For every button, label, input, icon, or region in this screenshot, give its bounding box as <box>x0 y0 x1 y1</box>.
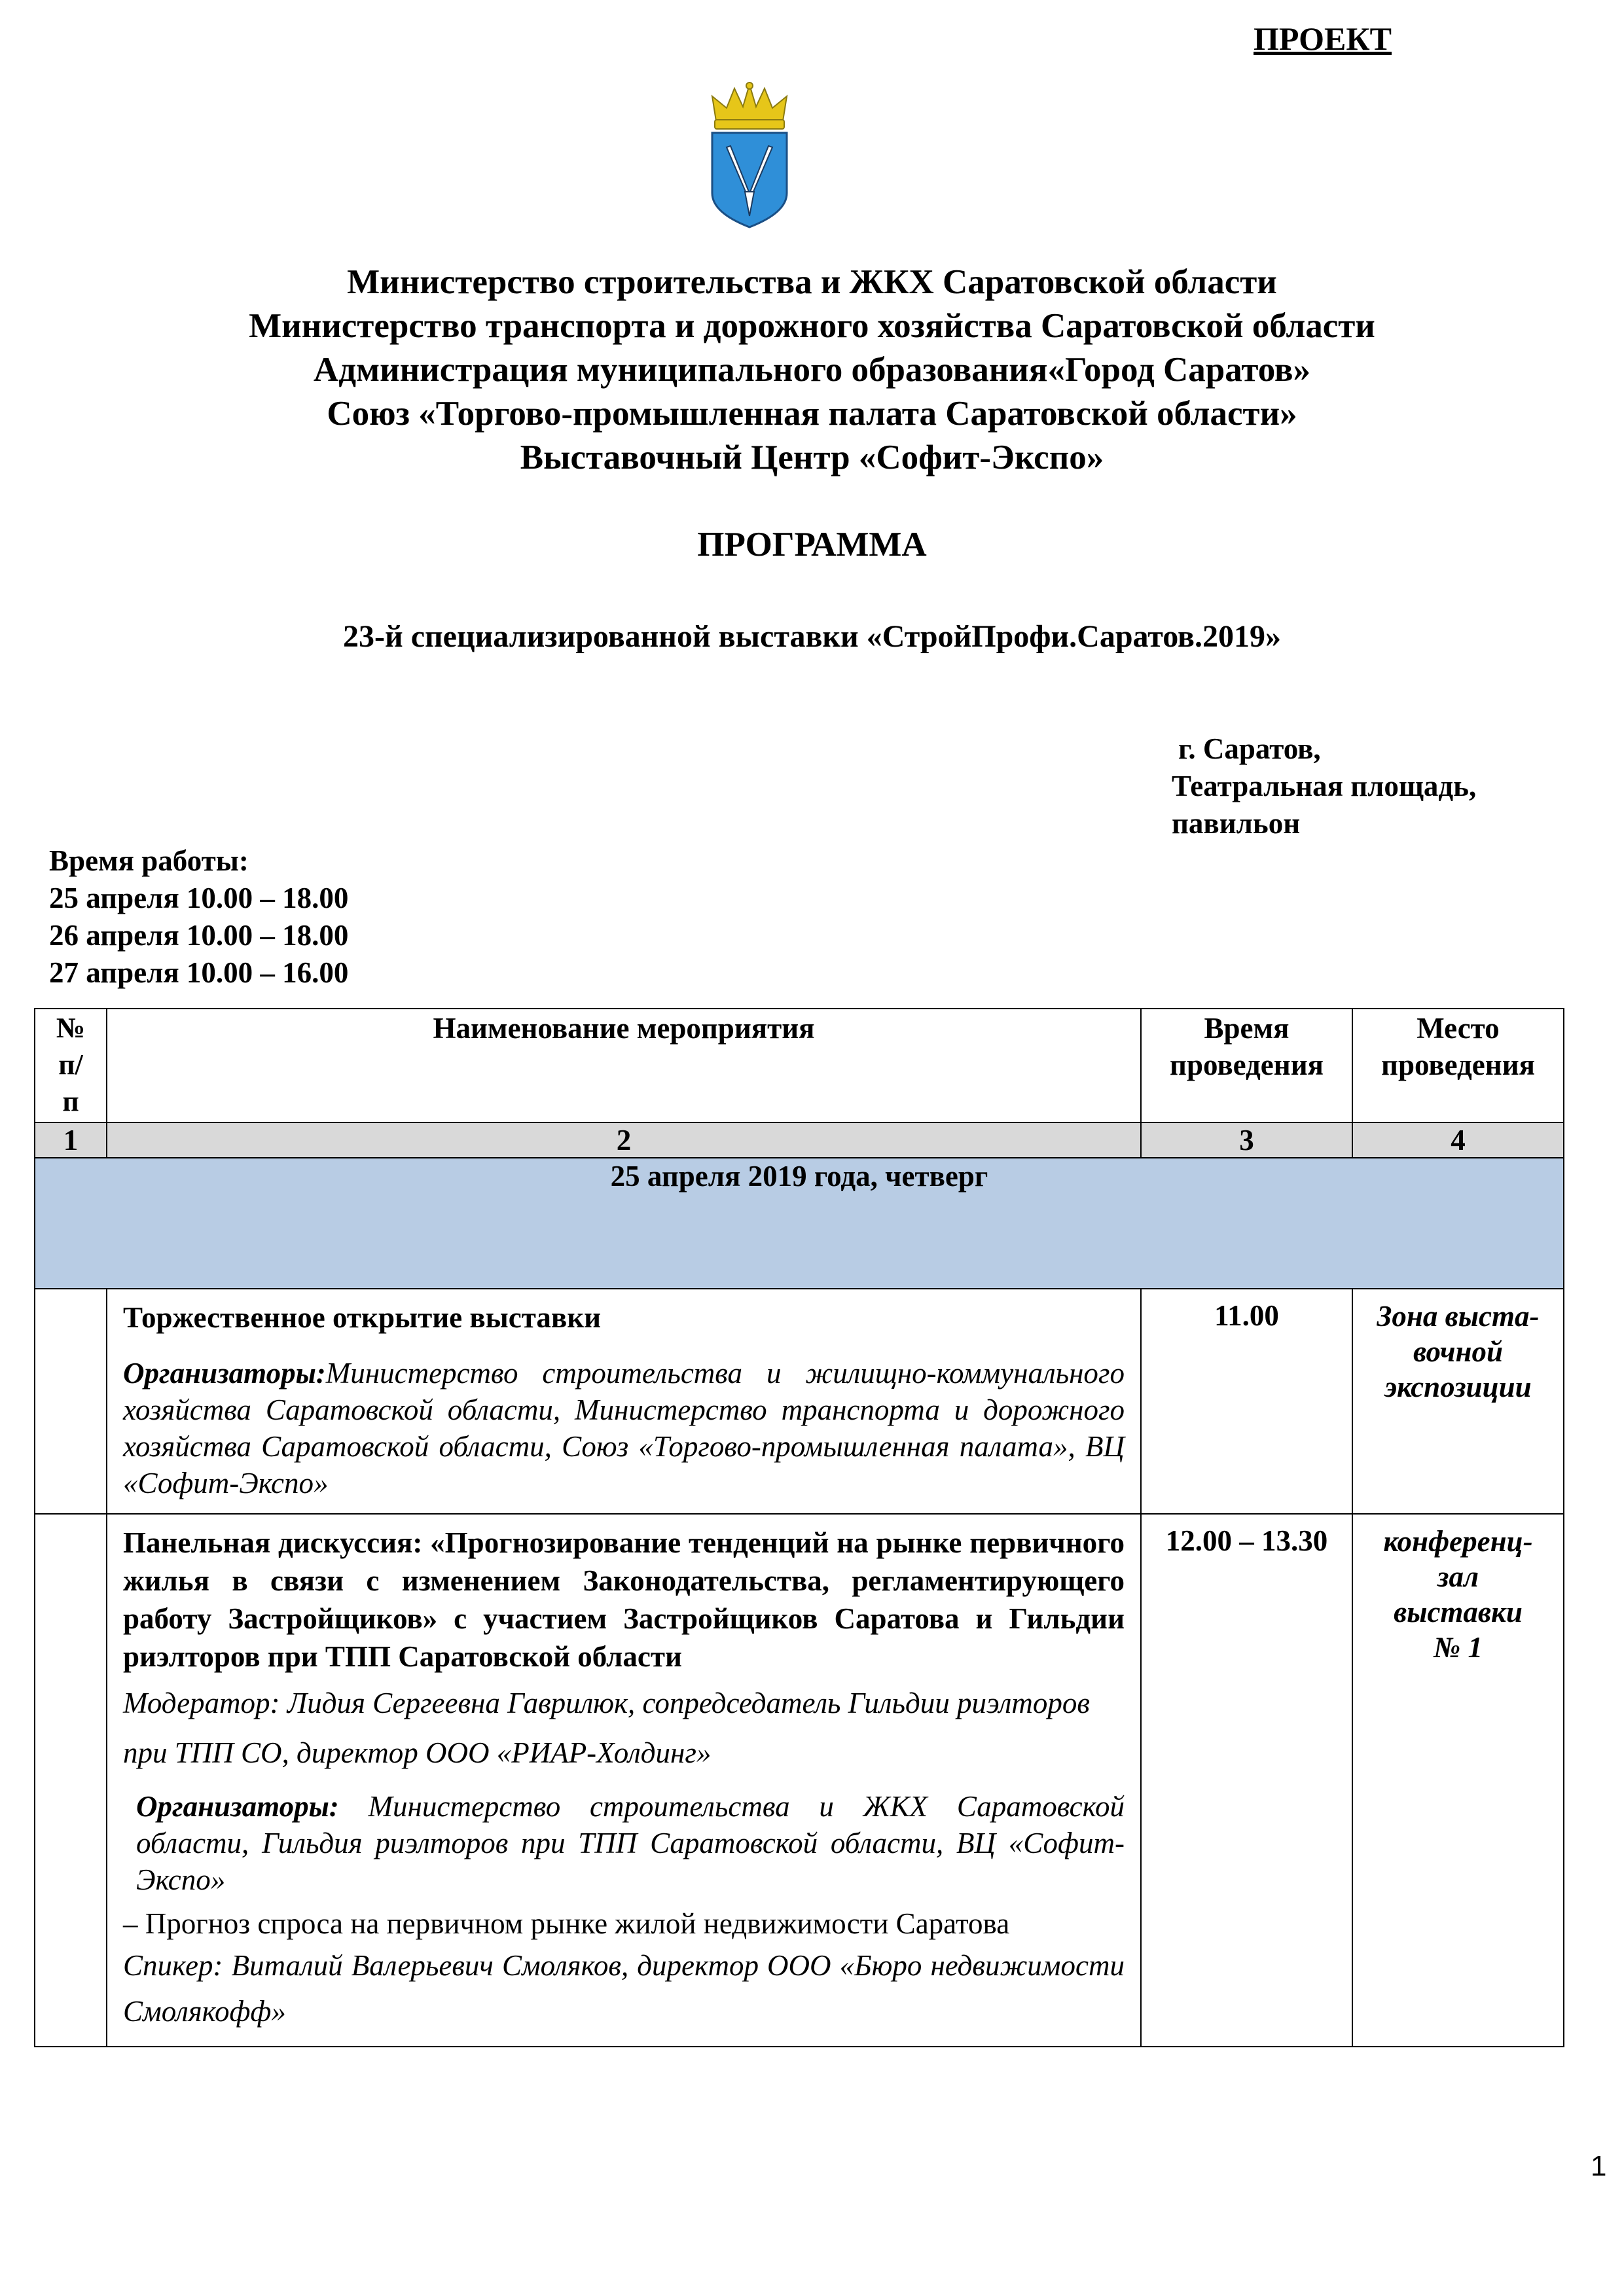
working-hours-day: 27 апреля 10.00 – 16.00 <box>49 956 349 989</box>
event-organizers: Организаторы:Министерство строительства и жилищно-коммунального хозяйства Саратовской области, Министерство транспорта и дорожного хозяйства Саратовской области, Союз «Торгово-промышленная палата», ВЦ «Софит-Экспо» <box>123 1357 1125 1499</box>
event-number <box>35 1514 107 2047</box>
organizers-header <box>0 260 1624 480</box>
header-time: Время проведения <box>1141 1009 1352 1122</box>
event-moderator: Модератор: Лидия Сергеевна Гаврилюк, сопредседатель Гильдии риэлторов при ТПП СО, директор ООО «РИАР-Холдинг» <box>123 1687 1090 1769</box>
program-table <box>34 1008 1564 2047</box>
address-line: Театральная площадь, <box>1172 770 1477 802</box>
event-number <box>35 1289 107 1514</box>
page-number: 1 <box>1591 2150 1607 2182</box>
organization-line: Администрация муниципального образования«Город Саратов» <box>313 351 1311 389</box>
working-hours <box>49 842 348 992</box>
column-number: 1 <box>35 1122 107 1158</box>
event-speaker: Спикер: Виталий Валерьевич Смоляков, директор ООО «Бюро недвижимости Смолякофф» <box>123 1949 1125 2028</box>
table-row <box>35 1514 1564 2047</box>
venue-address <box>1172 730 1476 842</box>
organization-line: Союз «Торгово-промышленная палата Саратовской области» <box>327 395 1297 433</box>
working-hours-day: 26 апреля 10.00 – 18.00 <box>49 919 349 952</box>
event-title: Панельная дискуссия: «Прогнозирование тенденций на рынке первичного жилья в связи с изменением Законодательства, регламентирующего работу Застройщиков» с участием Застройщиков Саратова и Гильдии риэлторов при ТПП Саратовской области <box>123 1526 1125 1673</box>
address-line: павильон <box>1172 807 1301 840</box>
table-header-row <box>35 1009 1564 1122</box>
event-topic: – Прогноз спроса на первичном рынке жилой недвижимости Саратова <box>123 1907 1010 1940</box>
event-place: Зона выста- вочной экспозиции <box>1352 1289 1564 1514</box>
table-row <box>35 1289 1564 1514</box>
draft-label: ПРОЕКТ <box>1254 20 1392 57</box>
event-description <box>107 1514 1141 2047</box>
day-row <box>35 1158 1564 1289</box>
event-organizers: Организаторы: Министерство строительства и ЖКХ Саратовской области, Гильдия риэлторов при ТПП Саратовской области, ВЦ «Софит-Экспо» <box>136 1790 1125 1896</box>
coat-of-arms-emblem <box>707 82 792 229</box>
address-line: г. Саратов, <box>1178 732 1321 765</box>
program-title: ПРОГРАММА <box>697 526 927 564</box>
event-description <box>107 1289 1141 1514</box>
event-time: 11.00 <box>1141 1289 1352 1514</box>
event-title: Торжественное открытие выставки <box>123 1301 602 1334</box>
day-label: 25 апреля 2019 года, четверг <box>35 1158 1564 1289</box>
column-number: 2 <box>107 1122 1141 1158</box>
column-number: 4 <box>1352 1122 1564 1158</box>
organization-line: Выставочный Центр «Софит-Экспо» <box>520 439 1104 476</box>
program-subtitle: 23-й специализированной выставки «СтройПрофи.Саратов.2019» <box>343 619 1281 654</box>
organization-line: Министерство строительства и ЖКХ Саратовской области <box>347 263 1277 301</box>
organization-line: Министерство транспорта и дорожного хозяйства Саратовской области <box>249 307 1375 345</box>
column-number: 3 <box>1141 1122 1352 1158</box>
header-number: № п/ п <box>35 1009 107 1122</box>
event-time: 12.00 – 13.30 <box>1141 1514 1352 2047</box>
working-hours-label: Время работы: <box>49 844 249 877</box>
working-hours-day: 25 апреля 10.00 – 18.00 <box>49 882 349 914</box>
header-place: Место проведения <box>1352 1009 1564 1122</box>
event-place: конференц- зал выставки № 1 <box>1352 1514 1564 2047</box>
column-number-row <box>35 1122 1564 1158</box>
header-event-name: Наименование мероприятия <box>107 1009 1141 1122</box>
